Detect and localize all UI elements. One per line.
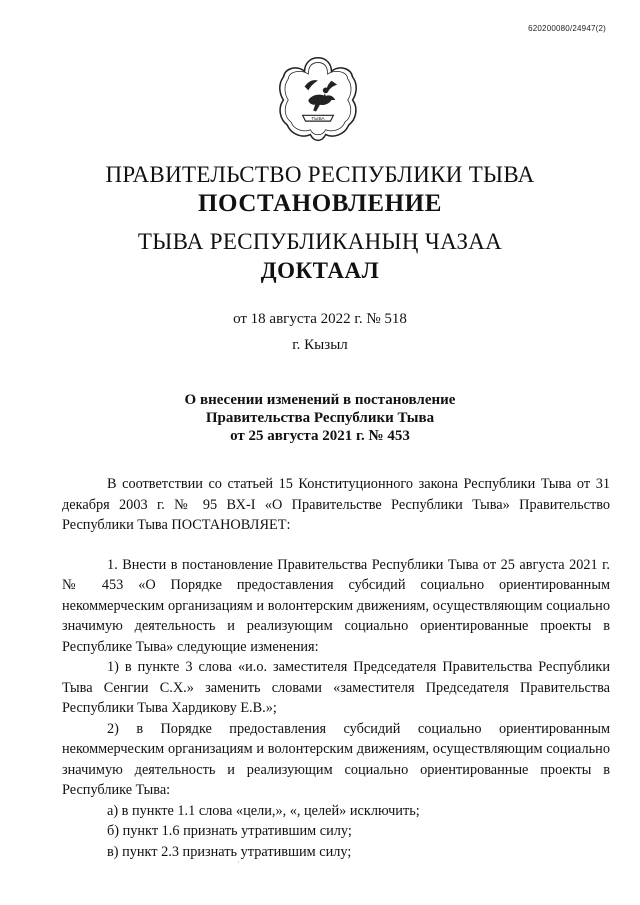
subitem-1-paragraph: 1) в пункте 3 слова «и.о. заместителя Председателя Правительства Республики Тыва Сенгии С.Х.» заменить словами «заместителя Председателя Правительства Республики Тыва Хардикову Е.В.»; <box>62 659 610 716</box>
title-line: Правительства Республики Тыва <box>205 410 435 426</box>
subitem-2-paragraph: 2) в Порядке предоставления субсидий социально ориентированным некоммерческим организациям и волонтерским движениям, осуществляющим социально значимую деятельность и реализующим социально ориентированные проекты в Республике Тыва: <box>62 720 610 798</box>
decree-label-ru: ПОСТАНОВЛЕНИЕ <box>197 190 443 217</box>
subitem-2a-paragraph: а) в пункте 1.1 слова «цели,», «, целей» исключить; <box>107 802 420 819</box>
title-line: О внесении изменений в постановление <box>184 392 456 408</box>
government-name-ru: ПРАВИТЕЛЬСТВО РЕСПУБЛИКИ ТЫВА <box>105 162 535 187</box>
subitem-2b-paragraph: б) пункт 1.6 признать утратившим силу; <box>107 823 352 839</box>
decree-title <box>0 391 640 445</box>
title-line: от 25 августа 2021 г. № 453 <box>230 428 410 444</box>
decree-city: г. Кызыл <box>292 337 348 353</box>
emblem-ribbon-text: ТЫВА <box>311 116 325 122</box>
subitem-2c-paragraph: в) пункт 2.3 признать утратившим силу; <box>107 843 352 860</box>
document-id: 620200080/24947(2) <box>528 24 606 33</box>
item-1-paragraph: 1. Внести в постановление Правительства Республики Тыва от 25 августа 2021 г. № 453 «О Порядке предоставления субсидий социально ориентированным некоммерческим организациям и волонтерским движениям, осуществляющим социально значимую деятельность и реализующим социально ориентированные проекты в Республике Тыва» следующие изменения: <box>62 556 610 655</box>
government-name-tyv: ТЫВА РЕСПУБЛИКАНЫҢ ЧАЗАА <box>137 229 503 254</box>
decree-body <box>62 474 610 862</box>
preamble-paragraph: В соответствии со статьей 15 Конституционного закона Республики Тыва от 31 декабря 2003 г. № 95 ВХ-I «О Правительстве Республики Тыва» Правительство Республики Тыва ПОСТАНОВЛЯЕТ: <box>62 476 610 533</box>
emblem-of-tuva-icon <box>270 52 366 148</box>
decree-label-tyv: ДОКТААЛ <box>260 258 380 283</box>
decree-date-number: от 18 августа 2022 г. № 518 <box>233 311 407 327</box>
scan-artifact-dot: · <box>237 858 240 867</box>
